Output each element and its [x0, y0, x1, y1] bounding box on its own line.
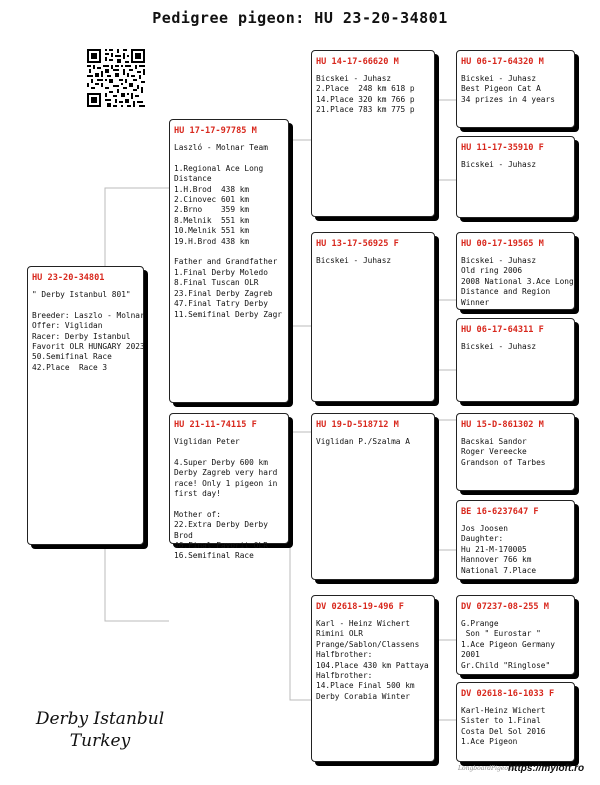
pedigree-card-paternal-grandmother[interactable]	[311, 232, 435, 402]
pedigree-card-maternal-grandfather[interactable]	[311, 413, 435, 580]
pigeon-details: Bicskei - Juhasz 2.Place 248 km 618 p 14.Place 320 km 766 p 21.Place 783 km 775 p	[316, 74, 415, 115]
pedigree-card-ggp-4[interactable]	[456, 318, 575, 402]
ring-number: BE 16-6237647 F	[461, 507, 539, 517]
pedigree-card-ggp-7[interactable]	[456, 595, 575, 675]
pigeon-details: Bicskei - Juhasz	[461, 342, 537, 351]
ring-number: HU 17-17-97785 M	[174, 126, 257, 136]
page-title: Pedigree pigeon: HU 23-20-34801	[152, 9, 448, 27]
pigeon-details: Jos Joosen Daughter: Hu 21-M-170005 Hannover 766 km National 7.Place	[461, 524, 537, 575]
ring-number: HU 23-20-34801	[32, 273, 105, 283]
signature-line-2: Turkey	[69, 731, 131, 751]
pigeon-details: " Derby Istanbul 801" Breeder: Laszlo - Molnar Offer: Viglidan Racer: Derby Istanbul Favorit OLR HUNGARY 2023 50.Semifinal Race 42.Place Race 3	[32, 290, 145, 372]
ring-number: DV 02618-16-1033 F	[461, 689, 555, 699]
ring-number: DV 07237-08-255 M	[461, 602, 549, 612]
pedigree-card-subject[interactable]	[27, 266, 144, 545]
pedigree-card-mother[interactable]	[169, 413, 289, 561]
pigeon-details: Viglidan Peter 4.Super Derby 600 km Derby Zagreb very hard race! Only 1 pigeon in first day! Mother of: 22.Extra Derby Derby Brod 46.Final Favorit OLR 16.Semifinal Race	[174, 437, 278, 561]
ring-number: HU 11-17-35910 F	[461, 143, 544, 153]
ring-number: HU 19-D-518712 M	[316, 420, 399, 430]
signature-line-1: Derby Istanbul	[35, 709, 165, 729]
footer-brand-logo: LongboardPigeons	[458, 765, 515, 772]
pigeon-details: Karl-Heinz Wichert Sister to 1.Final Costa Del Sol 2016 1.Ace Pigeon	[461, 706, 546, 747]
ring-number: HU 06-17-64320 M	[461, 57, 544, 67]
pigeon-details: Laszló - Molnar Team 1.Regional Ace Long Distance 1.H.Brod 438 km 2.Cinovec 601 km 2.Brno 359 km 8.Melnik 551 km 10.Melnik 551 km 19.H.Brod 438 km Father and Grandfather 1.Final Derby Moledo 8.Final Tuscan OLR 23.Final Derby Zagreb 47.Final Tatry Derby 11.Semifinal Derby Zagr	[174, 143, 282, 319]
signature-logo	[30, 708, 170, 752]
pigeon-details: Bacskai Sandor Roger Vereecke Grandson of Tarbes	[461, 437, 546, 467]
ring-number: HU 00-17-19565 M	[461, 239, 544, 249]
pigeon-details: Bicskei - Juhasz Old ring 2006 2008 National 3.Ace Long Distance and Region Winner	[461, 256, 574, 307]
pedigree-card-ggp-3[interactable]	[456, 232, 575, 310]
pedigree-card-ggp-5[interactable]	[456, 413, 575, 491]
ring-number: HU 13-17-56925 F	[316, 239, 399, 249]
pigeon-details: Bicskei - Juhasz	[316, 256, 392, 265]
pigeon-details: Bicskei - Juhasz	[461, 160, 537, 169]
pigeon-details: Viglidan P./Szalma A	[316, 437, 410, 446]
pedigree-card-father[interactable]	[169, 119, 289, 403]
pedigree-card-maternal-grandmother[interactable]	[311, 595, 435, 762]
qr-code-icon[interactable]	[87, 49, 145, 107]
pedigree-card-ggp-2[interactable]	[456, 136, 575, 218]
pedigree-card-ggp-8[interactable]	[456, 682, 575, 762]
footer-url-link[interactable]: https://myloft.ro	[508, 763, 585, 774]
ring-number: DV 02618-19-496 F	[316, 602, 404, 612]
ring-number: HU 21-11-74115 F	[174, 420, 257, 430]
pedigree-card-ggp-1[interactable]	[456, 50, 575, 128]
pedigree-card-paternal-grandfather[interactable]	[311, 50, 435, 217]
ring-number: HU 15-D-861302 M	[461, 420, 544, 430]
pigeon-details: Karl - Heinz Wichert Rimini OLR Prange/Sablon/Classens Halfbrother: 104.Place 430 km Pattaya Halfbrother: 14.Place Final 500 km Derby Corabia Winter	[316, 619, 429, 701]
pigeon-details: Bicskei - Juhasz Best Pigeon Cat A 34 prizes in 4 years	[461, 74, 555, 104]
ring-number: HU 14-17-66620 M	[316, 57, 399, 67]
ring-number: HU 06-17-64311 F	[461, 325, 544, 335]
pedigree-card-ggp-6[interactable]	[456, 500, 575, 580]
pigeon-details: G.Prange Son " Eurostar " 1.Ace Pigeon Germany 2001 Gr.Child "Ringlose"	[461, 619, 555, 670]
